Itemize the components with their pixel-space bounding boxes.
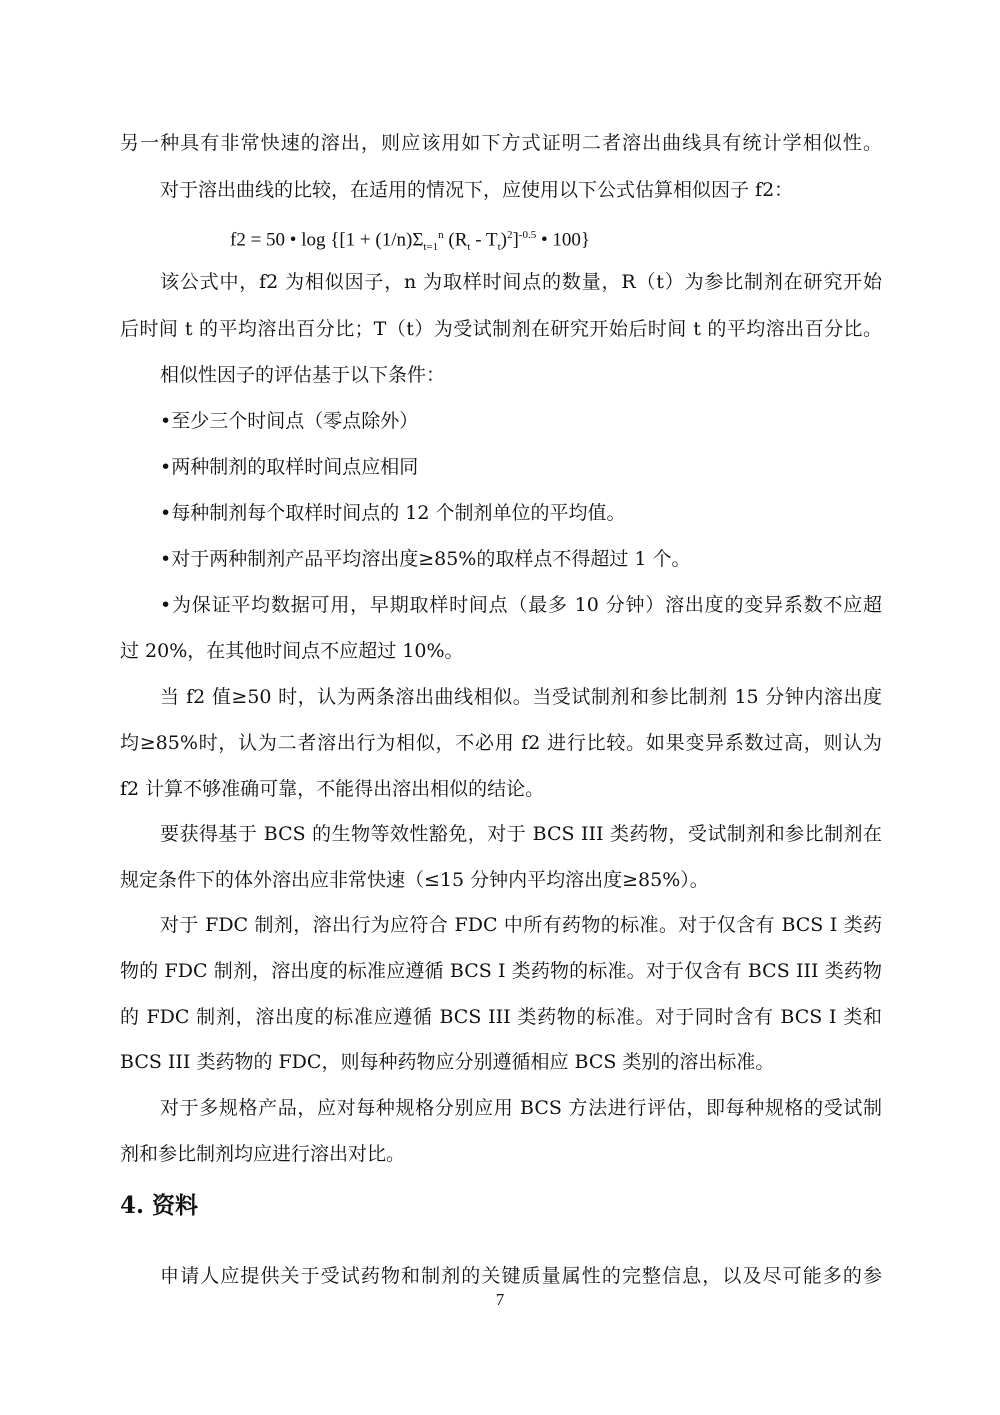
body-line: f2 计算不够准确可靠，不能得出溶出相似的结论。	[120, 778, 545, 800]
bullet-item: •每种制剂每个取样时间点的 12 个制剂单位的平均值。	[160, 502, 626, 524]
body-line: 要获得基于 BCS 的生物等效性豁免，对于 BCS III 类药物，受试制剂和参比制剂在	[160, 823, 882, 845]
body-line: 过 20%，在其他时间点不应超过 10%。	[120, 640, 464, 662]
body-line: 物的 FDC 制剂，溶出度的标准应遵循 BCS I 类药物的标准。对于仅含有 BCS III 类药物	[120, 960, 882, 982]
body-line: 规定条件下的体外溶出应非常快速（≤15 分钟内平均溶出度≥85%）。	[120, 869, 709, 891]
page-number: 7	[495, 1290, 505, 1309]
body-line: 对于多规格产品，应对每种规格分别应用 BCS 方法进行评估，即每种规格的受试制	[160, 1097, 882, 1119]
body-line: 申请人应提供关于受试药物和制剂的关键质量属性的完整信息，以及尽可能多的参	[160, 1265, 882, 1287]
body-line: 对于 FDC 制剂，溶出行为应符合 FDC 中所有药物的标准。对于仅含有 BCS I 类药	[160, 914, 882, 936]
bullet-item: •为保证平均数据可用，早期取样时间点（最多 10 分钟）溶出度的变异系数不应超	[160, 594, 882, 616]
body-line: 均≥85%时，认为二者溶出行为相似，不必用 f2 进行比较。如果变异系数过高，则认为	[120, 732, 882, 754]
body-line: 当 f2 值≥50 时，认为两条溶出曲线相似。当受试制剂和参比制剂 15 分钟内溶出度	[160, 686, 882, 708]
body-line: 另一种具有非常快速的溶出，则应该用如下方式证明二者溶出曲线具有统计学相似性。	[120, 132, 882, 154]
bullet-item: •至少三个时间点（零点除外）	[160, 410, 419, 432]
body-line: 剂和参比制剂均应进行溶出对比。	[120, 1143, 406, 1165]
body-line: BCS III 类药物的 FDC，则每种药物应分别遵循相应 BCS 类别的溶出标准。	[120, 1051, 775, 1073]
f2-formula: f2 = 50 • $\log \{[1 + (1/n)\Sigma_{t=1}^n$ $(R_t - T_t)^2]^{-0.5}$ • 100}	[230, 229, 590, 254]
bullet-item: •对于两种制剂产品平均溶出度≥85%的取样点不得超过 1 个。	[160, 548, 691, 570]
body-line: 该公式中，f2 为相似因子，n 为取样时间点的数量，R（t）为参比制剂在研究开始	[160, 271, 882, 293]
section-heading: 4. 资料	[120, 1192, 199, 1219]
body-line: 对于溶出曲线的比较，在适用的情况下，应使用以下公式估算相似因子 f2：	[160, 179, 794, 201]
body-line: 相似性因子的评估基于以下条件：	[160, 364, 446, 386]
bullet-item: •两种制剂的取样时间点应相同	[160, 456, 419, 478]
body-line: 的 FDC 制剂，溶出度的标准应遵循 BCS III 类药物的标准。对于同时含有 BCS I 类和	[120, 1006, 882, 1028]
body-line: 后时间 t 的平均溶出百分比；T（t）为受试制剂在研究开始后时间 t 的平均溶出百分比。	[120, 318, 882, 340]
